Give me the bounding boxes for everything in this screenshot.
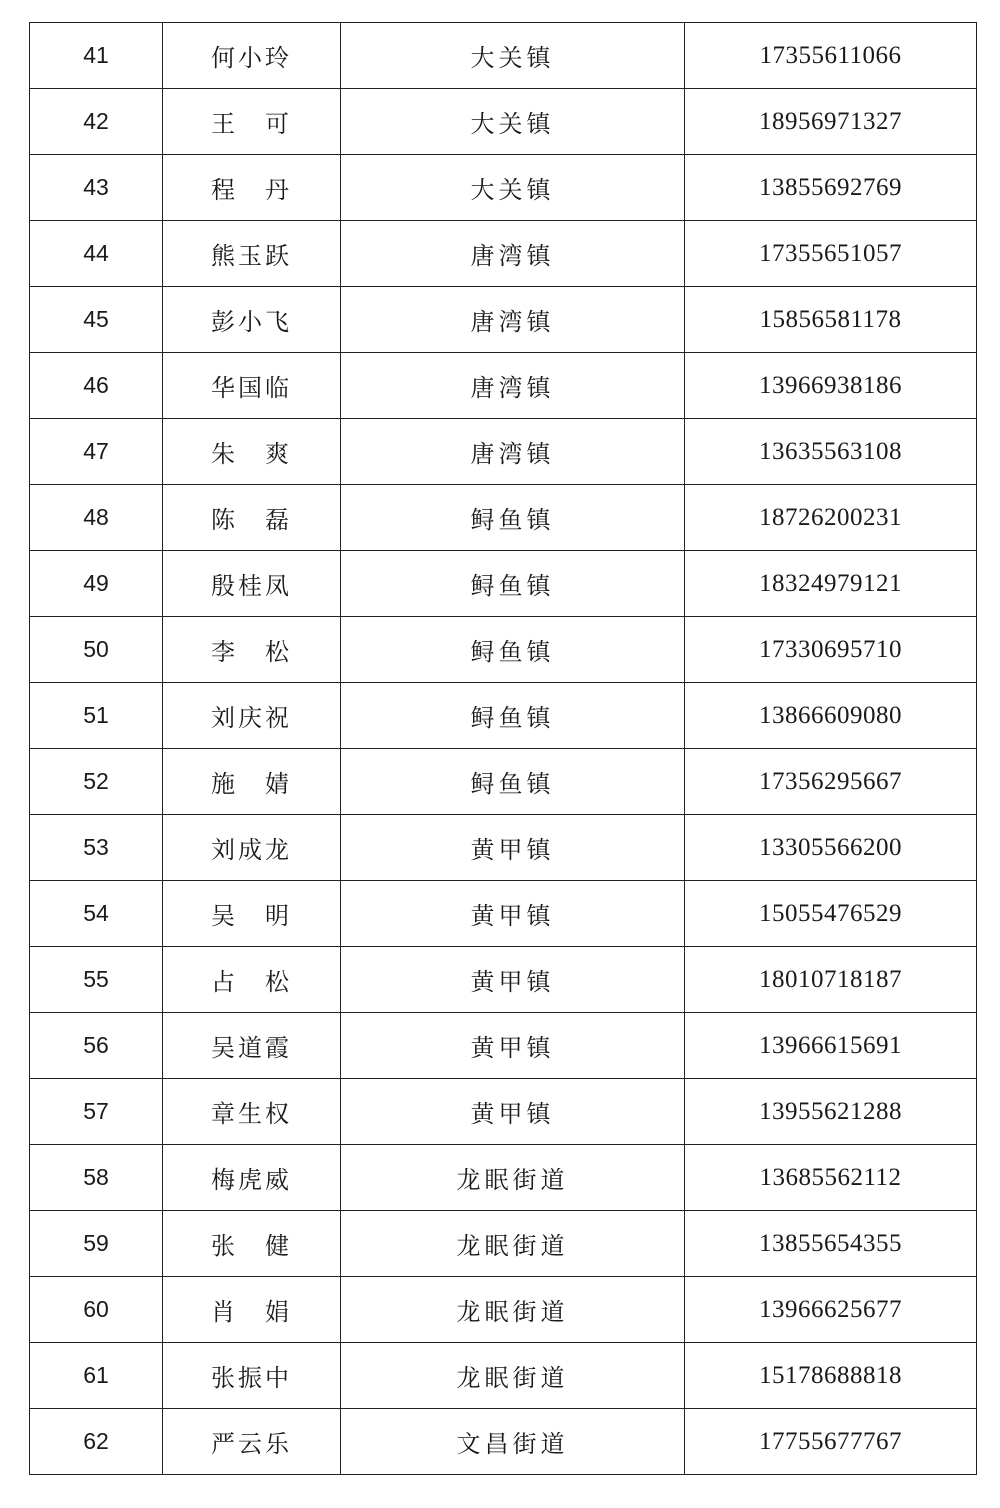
phone-number: 17356295667 (685, 749, 977, 815)
roster-table-body (30, 23, 977, 1475)
phone-number: 13866609080 (685, 683, 977, 749)
phone-number: 13966625677 (685, 1277, 977, 1343)
person-name: 严云乐 (163, 1409, 341, 1475)
person-name: 施 婧 (163, 749, 341, 815)
phone-number: 13635563108 (685, 419, 977, 485)
row-number: 51 (30, 683, 163, 749)
table-row (30, 1409, 977, 1475)
town-name: 龙眠街道 (341, 1277, 685, 1343)
town-name: 鲟鱼镇 (341, 749, 685, 815)
row-number: 52 (30, 749, 163, 815)
town-name: 龙眠街道 (341, 1145, 685, 1211)
row-number: 42 (30, 89, 163, 155)
phone-number: 13305566200 (685, 815, 977, 881)
person-name: 刘成龙 (163, 815, 341, 881)
row-number: 61 (30, 1343, 163, 1409)
person-name: 占 松 (163, 947, 341, 1013)
phone-number: 13685562112 (685, 1145, 977, 1211)
person-name: 张振中 (163, 1343, 341, 1409)
row-number: 41 (30, 23, 163, 89)
town-name: 黄甲镇 (341, 1013, 685, 1079)
person-name: 李 松 (163, 617, 341, 683)
row-number: 54 (30, 881, 163, 947)
phone-number: 18956971327 (685, 89, 977, 155)
town-name: 龙眠街道 (341, 1343, 685, 1409)
phone-number: 13855654355 (685, 1211, 977, 1277)
table-row (30, 1277, 977, 1343)
town-name: 鲟鱼镇 (341, 617, 685, 683)
town-name: 黄甲镇 (341, 947, 685, 1013)
table-row (30, 287, 977, 353)
table-row (30, 617, 977, 683)
table-row (30, 221, 977, 287)
town-name: 黄甲镇 (341, 1079, 685, 1145)
person-name: 朱 爽 (163, 419, 341, 485)
phone-number: 13966615691 (685, 1013, 977, 1079)
person-name: 肖 娟 (163, 1277, 341, 1343)
town-name: 文昌街道 (341, 1409, 685, 1475)
row-number: 58 (30, 1145, 163, 1211)
person-name: 梅虎威 (163, 1145, 341, 1211)
row-number: 53 (30, 815, 163, 881)
town-name: 唐湾镇 (341, 419, 685, 485)
table-row (30, 947, 977, 1013)
table-row (30, 551, 977, 617)
phone-number: 18324979121 (685, 551, 977, 617)
table-row (30, 155, 977, 221)
person-name: 彭小飞 (163, 287, 341, 353)
roster-sheet (29, 22, 976, 1475)
table-row (30, 1079, 977, 1145)
table-row (30, 485, 977, 551)
row-number: 62 (30, 1409, 163, 1475)
town-name: 唐湾镇 (341, 353, 685, 419)
town-name: 唐湾镇 (341, 287, 685, 353)
person-name: 熊玉跃 (163, 221, 341, 287)
person-name: 吴 明 (163, 881, 341, 947)
row-number: 45 (30, 287, 163, 353)
phone-number: 18726200231 (685, 485, 977, 551)
town-name: 大关镇 (341, 89, 685, 155)
row-number: 56 (30, 1013, 163, 1079)
row-number: 59 (30, 1211, 163, 1277)
town-name: 大关镇 (341, 155, 685, 221)
table-row (30, 1343, 977, 1409)
row-number: 49 (30, 551, 163, 617)
town-name: 黄甲镇 (341, 815, 685, 881)
person-name: 程 丹 (163, 155, 341, 221)
town-name: 大关镇 (341, 23, 685, 89)
row-number: 46 (30, 353, 163, 419)
table-row (30, 815, 977, 881)
table-row (30, 1145, 977, 1211)
phone-number: 13855692769 (685, 155, 977, 221)
row-number: 60 (30, 1277, 163, 1343)
person-name: 章生权 (163, 1079, 341, 1145)
phone-number: 13955621288 (685, 1079, 977, 1145)
town-name: 鲟鱼镇 (341, 485, 685, 551)
table-row (30, 353, 977, 419)
phone-number: 17355611066 (685, 23, 977, 89)
phone-number: 15856581178 (685, 287, 977, 353)
row-number: 50 (30, 617, 163, 683)
table-row (30, 1013, 977, 1079)
phone-number: 18010718187 (685, 947, 977, 1013)
town-name: 龙眠街道 (341, 1211, 685, 1277)
phone-number: 15055476529 (685, 881, 977, 947)
person-name: 何小玲 (163, 23, 341, 89)
row-number: 48 (30, 485, 163, 551)
person-name: 王 可 (163, 89, 341, 155)
table-row (30, 881, 977, 947)
person-name: 吴道霞 (163, 1013, 341, 1079)
row-number: 57 (30, 1079, 163, 1145)
person-name: 刘庆祝 (163, 683, 341, 749)
row-number: 44 (30, 221, 163, 287)
roster-table (29, 22, 977, 1475)
town-name: 鲟鱼镇 (341, 683, 685, 749)
phone-number: 17355651057 (685, 221, 977, 287)
table-row (30, 749, 977, 815)
phone-number: 15178688818 (685, 1343, 977, 1409)
table-row (30, 1211, 977, 1277)
town-name: 黄甲镇 (341, 881, 685, 947)
phone-number: 13966938186 (685, 353, 977, 419)
town-name: 鲟鱼镇 (341, 551, 685, 617)
table-row (30, 89, 977, 155)
person-name: 陈 磊 (163, 485, 341, 551)
table-row (30, 419, 977, 485)
phone-number: 17755677767 (685, 1409, 977, 1475)
table-row (30, 683, 977, 749)
row-number: 47 (30, 419, 163, 485)
row-number: 43 (30, 155, 163, 221)
town-name: 唐湾镇 (341, 221, 685, 287)
person-name: 华国临 (163, 353, 341, 419)
row-number: 55 (30, 947, 163, 1013)
phone-number: 17330695710 (685, 617, 977, 683)
table-row (30, 23, 977, 89)
person-name: 殷桂凤 (163, 551, 341, 617)
person-name: 张 健 (163, 1211, 341, 1277)
